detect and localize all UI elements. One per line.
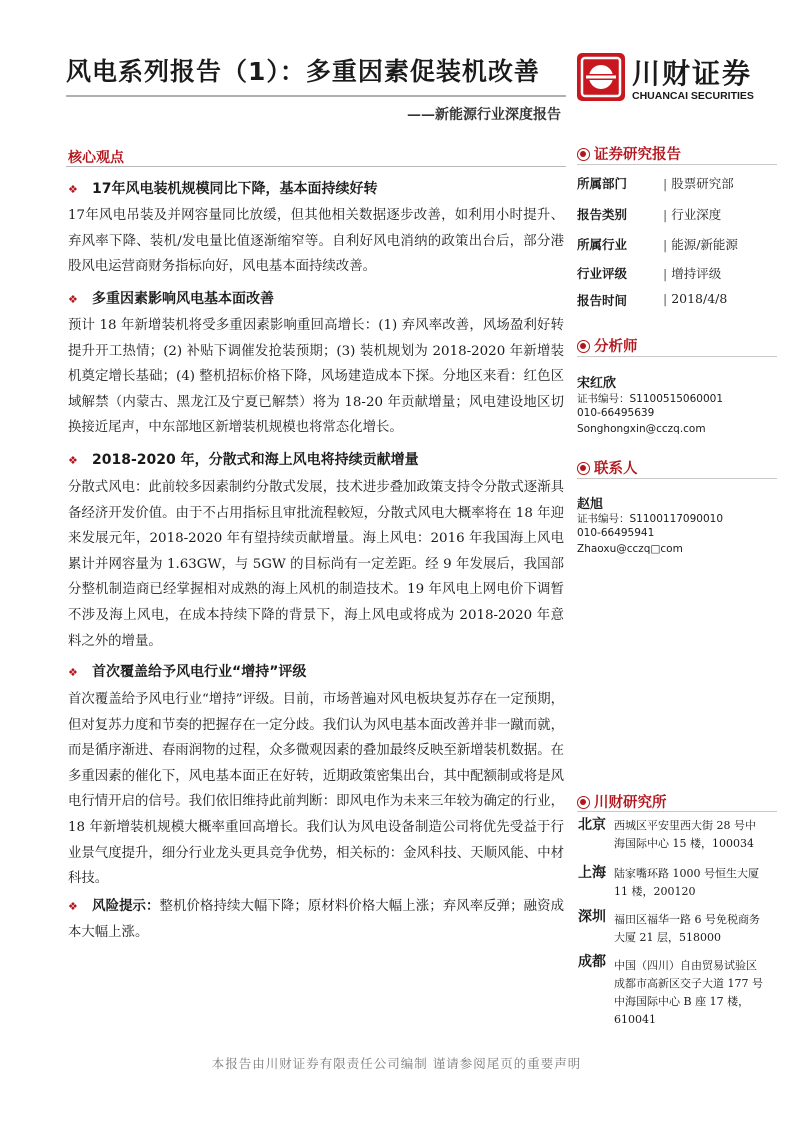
office-city: 成都 (578, 954, 606, 970)
meta-key: 行业评级 (577, 266, 628, 281)
logo-chinese-name: 川财证券 (632, 57, 753, 90)
meta-row-category (577, 205, 777, 225)
section-body-text: 17年风电吊装及并网容量同比放缓，但其他相关数据逐步改善，如利用小时提升、弃风率下降、装机/发电量比值逐渐缩窄等。自利好风电消纳的政策出台后，部分港股风电运营商财务指标向好，风电基本面持续改善。 (68, 208, 564, 275)
risk-label: 风险提示： (92, 899, 160, 914)
section-body-text: 分散式风电：此前较多因素制约分散式发展，技术进步叠加政策支持令分散式逐渐具备经济开发价值。由于不占用指标且审批流程較短，分散式风电大概率将在 18 年迎来发展元年，2018-2020 年有望持续贡献增量。海上风电：2016 年我国海上风电累计并网容量为 1.63GW，与 5GW 的目标尚有一定差距。经 9 年发展后，我国部分整机制造商已经掌握相对成熟的海上风机的制造技术。19 年风电上网电价下调暂不涉及海上风电，在成本持续下降的背景下，海上风电或将成为 2018-2020 年意料之外的增量。 (68, 480, 564, 649)
meta-value: | 行业深度 (663, 205, 721, 223)
meta-value: | 2018/4/8 (663, 291, 727, 306)
section-heading-2 (68, 288, 274, 308)
section-heading-3 (68, 449, 419, 469)
report-info-heading-text: 证券研究报告 (594, 147, 681, 163)
diamond-bullet-icon: ❖ (68, 293, 78, 306)
analyst-email[interactable]: Songhongxin@cczq.com (577, 423, 706, 435)
office-address: 西城区平安里西大街 28 号中海国际中心 15 楼，100034 (614, 819, 756, 850)
meta-value: | 增持评级 (663, 264, 721, 282)
section-body-text: 首次覆盖给予风电行业“增持”评级。目前，市场普遍对风电板块复苏存在一定预期，但对复苏力度和节奏的把握存在一定分歧。我们认为风电基本面改善并非一蹴而就，而是循序渐进、春雨润物的过程，众多微观因素的叠加最终反映至新增装机数据。在多重因素的催化下，风电基本面正在好转，近期政策密集出台，其中配额制或将是风电行情开启的信号。我们依旧维持此前判断：即风电作为未来三年较为确定的行业，18 年新增装机规模大概率重回高增长。我们认为风电设备制造公司将优先受益于行业景气度提升，细分行业龙头更具竞争优势，相关标的：金风科技、天顺风能、中材科技。 (68, 692, 564, 887)
report-subtitle: ——新能源行业深度报告 (407, 107, 561, 123)
section-body-1 (68, 203, 564, 280)
contact-name: 赵旭 (577, 497, 604, 512)
contact-heading-text: 联系人 (594, 461, 638, 477)
section-body-2 (68, 313, 564, 441)
risk-text: 整机价格持续大幅下降；原材料价格大幅上涨；弃风率反弹；融资成本大幅上涨。 (68, 899, 565, 940)
meta-key: 报告时间 (577, 293, 628, 308)
office-address: 福田区福华一路 6 号免税商务大厦 21 层，518000 (614, 913, 760, 944)
bullet-circle-icon (577, 148, 590, 161)
contact-cert: 证书编号：S1100117090010 (577, 513, 724, 525)
section-body-3 (68, 475, 564, 654)
section-heading-4 (68, 661, 306, 681)
report-title: 风电系列报告（1）：多重因素促装机改善 (66, 57, 540, 86)
bullet-circle-icon (577, 462, 590, 475)
section-heading-text: 17年风电装机规模同比下降，基本面持续好转 (92, 181, 378, 197)
chuancai-logo-icon (576, 52, 626, 102)
company-logo (576, 50, 756, 106)
logo-english-name: CHUANCAI SECURITIES (632, 90, 754, 102)
institute-heading (577, 791, 667, 812)
analyst-name: 宋红欣 (577, 376, 617, 391)
bullet-circle-icon (577, 796, 590, 809)
office-city: 北京 (578, 817, 606, 833)
institute-heading-text: 川财研究所 (594, 795, 667, 811)
institute-divider (577, 811, 777, 812)
contact-heading (577, 457, 638, 478)
risk-warning (68, 894, 564, 945)
analyst-cert: 证书编号：S1100515060001 (577, 393, 724, 405)
section-heading-1 (68, 178, 377, 198)
contact-phone: 010-66495941 (577, 527, 655, 539)
core-views-divider (66, 166, 566, 167)
office-address: 陆家嘴环路 1000 号恒生大厦 11 楼，200120 (614, 867, 759, 898)
office-city: 深圳 (578, 909, 606, 925)
section-body-4 (68, 687, 564, 892)
bullet-circle-icon (577, 340, 590, 353)
report-info-divider (577, 164, 777, 165)
meta-row-department (577, 174, 777, 194)
contact-divider (577, 478, 777, 479)
office-address: 中国（四川）自由贸易试验区成都市高新区交子大道 177 号中海国际中心 B 座 17 楼，610041 (614, 959, 763, 1026)
analyst-heading (577, 335, 638, 356)
meta-key: 所属行业 (577, 237, 628, 252)
core-views-label: 核心观点 (68, 150, 124, 166)
title-divider (66, 95, 566, 97)
page-footer: 本报告由川财证券有限责任公司编制 谨请参阅尾页的重要声明 (211, 1056, 582, 1071)
analyst-phone: 010-66495639 (577, 407, 655, 419)
meta-row-date (577, 291, 777, 311)
analyst-heading-text: 分析师 (594, 339, 638, 355)
section-heading-text: 首次覆盖给予风电行业“增持”评级 (92, 664, 307, 680)
diamond-bullet-icon: ❖ (68, 454, 78, 467)
meta-row-industry (577, 235, 777, 255)
section-body-text: 预计 18 年新增装机将受多重因素影响重回高增长：(1) 弃风率改善，风场盈利好转提升开工热情；(2) 补贴下调催发抢装预期；(3) 装机规划为 2018-2020 年新增装机奠定增长基础；(4) 整机招标价格下降，风场建造成本下探。分地区来看：红色区域解禁（内蒙古、黑龙江及宁夏已解禁）将为 18-20 年贡献增量；风电建设地区切换接近尾声，中东部地区新增装机规模也将常态化增长。 (68, 318, 564, 436)
meta-row-rating (577, 264, 777, 284)
meta-value: | 股票研究部 (663, 174, 734, 192)
analyst-divider (577, 356, 777, 357)
office-city: 上海 (578, 865, 606, 881)
meta-key: 报告类别 (577, 207, 628, 222)
report-info-heading (577, 143, 681, 164)
diamond-bullet-icon: ❖ (68, 900, 78, 913)
meta-value: | 能源/新能源 (663, 235, 738, 253)
diamond-bullet-icon: ❖ (68, 183, 78, 196)
contact-email[interactable]: Zhaoxu@cczq□com (577, 543, 683, 555)
section-heading-text: 多重因素影响风电基本面改善 (92, 291, 274, 307)
meta-key: 所属部门 (577, 176, 628, 191)
section-heading-text: 2018-2020 年，分散式和海上风电将持续贡献增量 (92, 452, 419, 468)
diamond-bullet-icon: ❖ (68, 666, 78, 679)
